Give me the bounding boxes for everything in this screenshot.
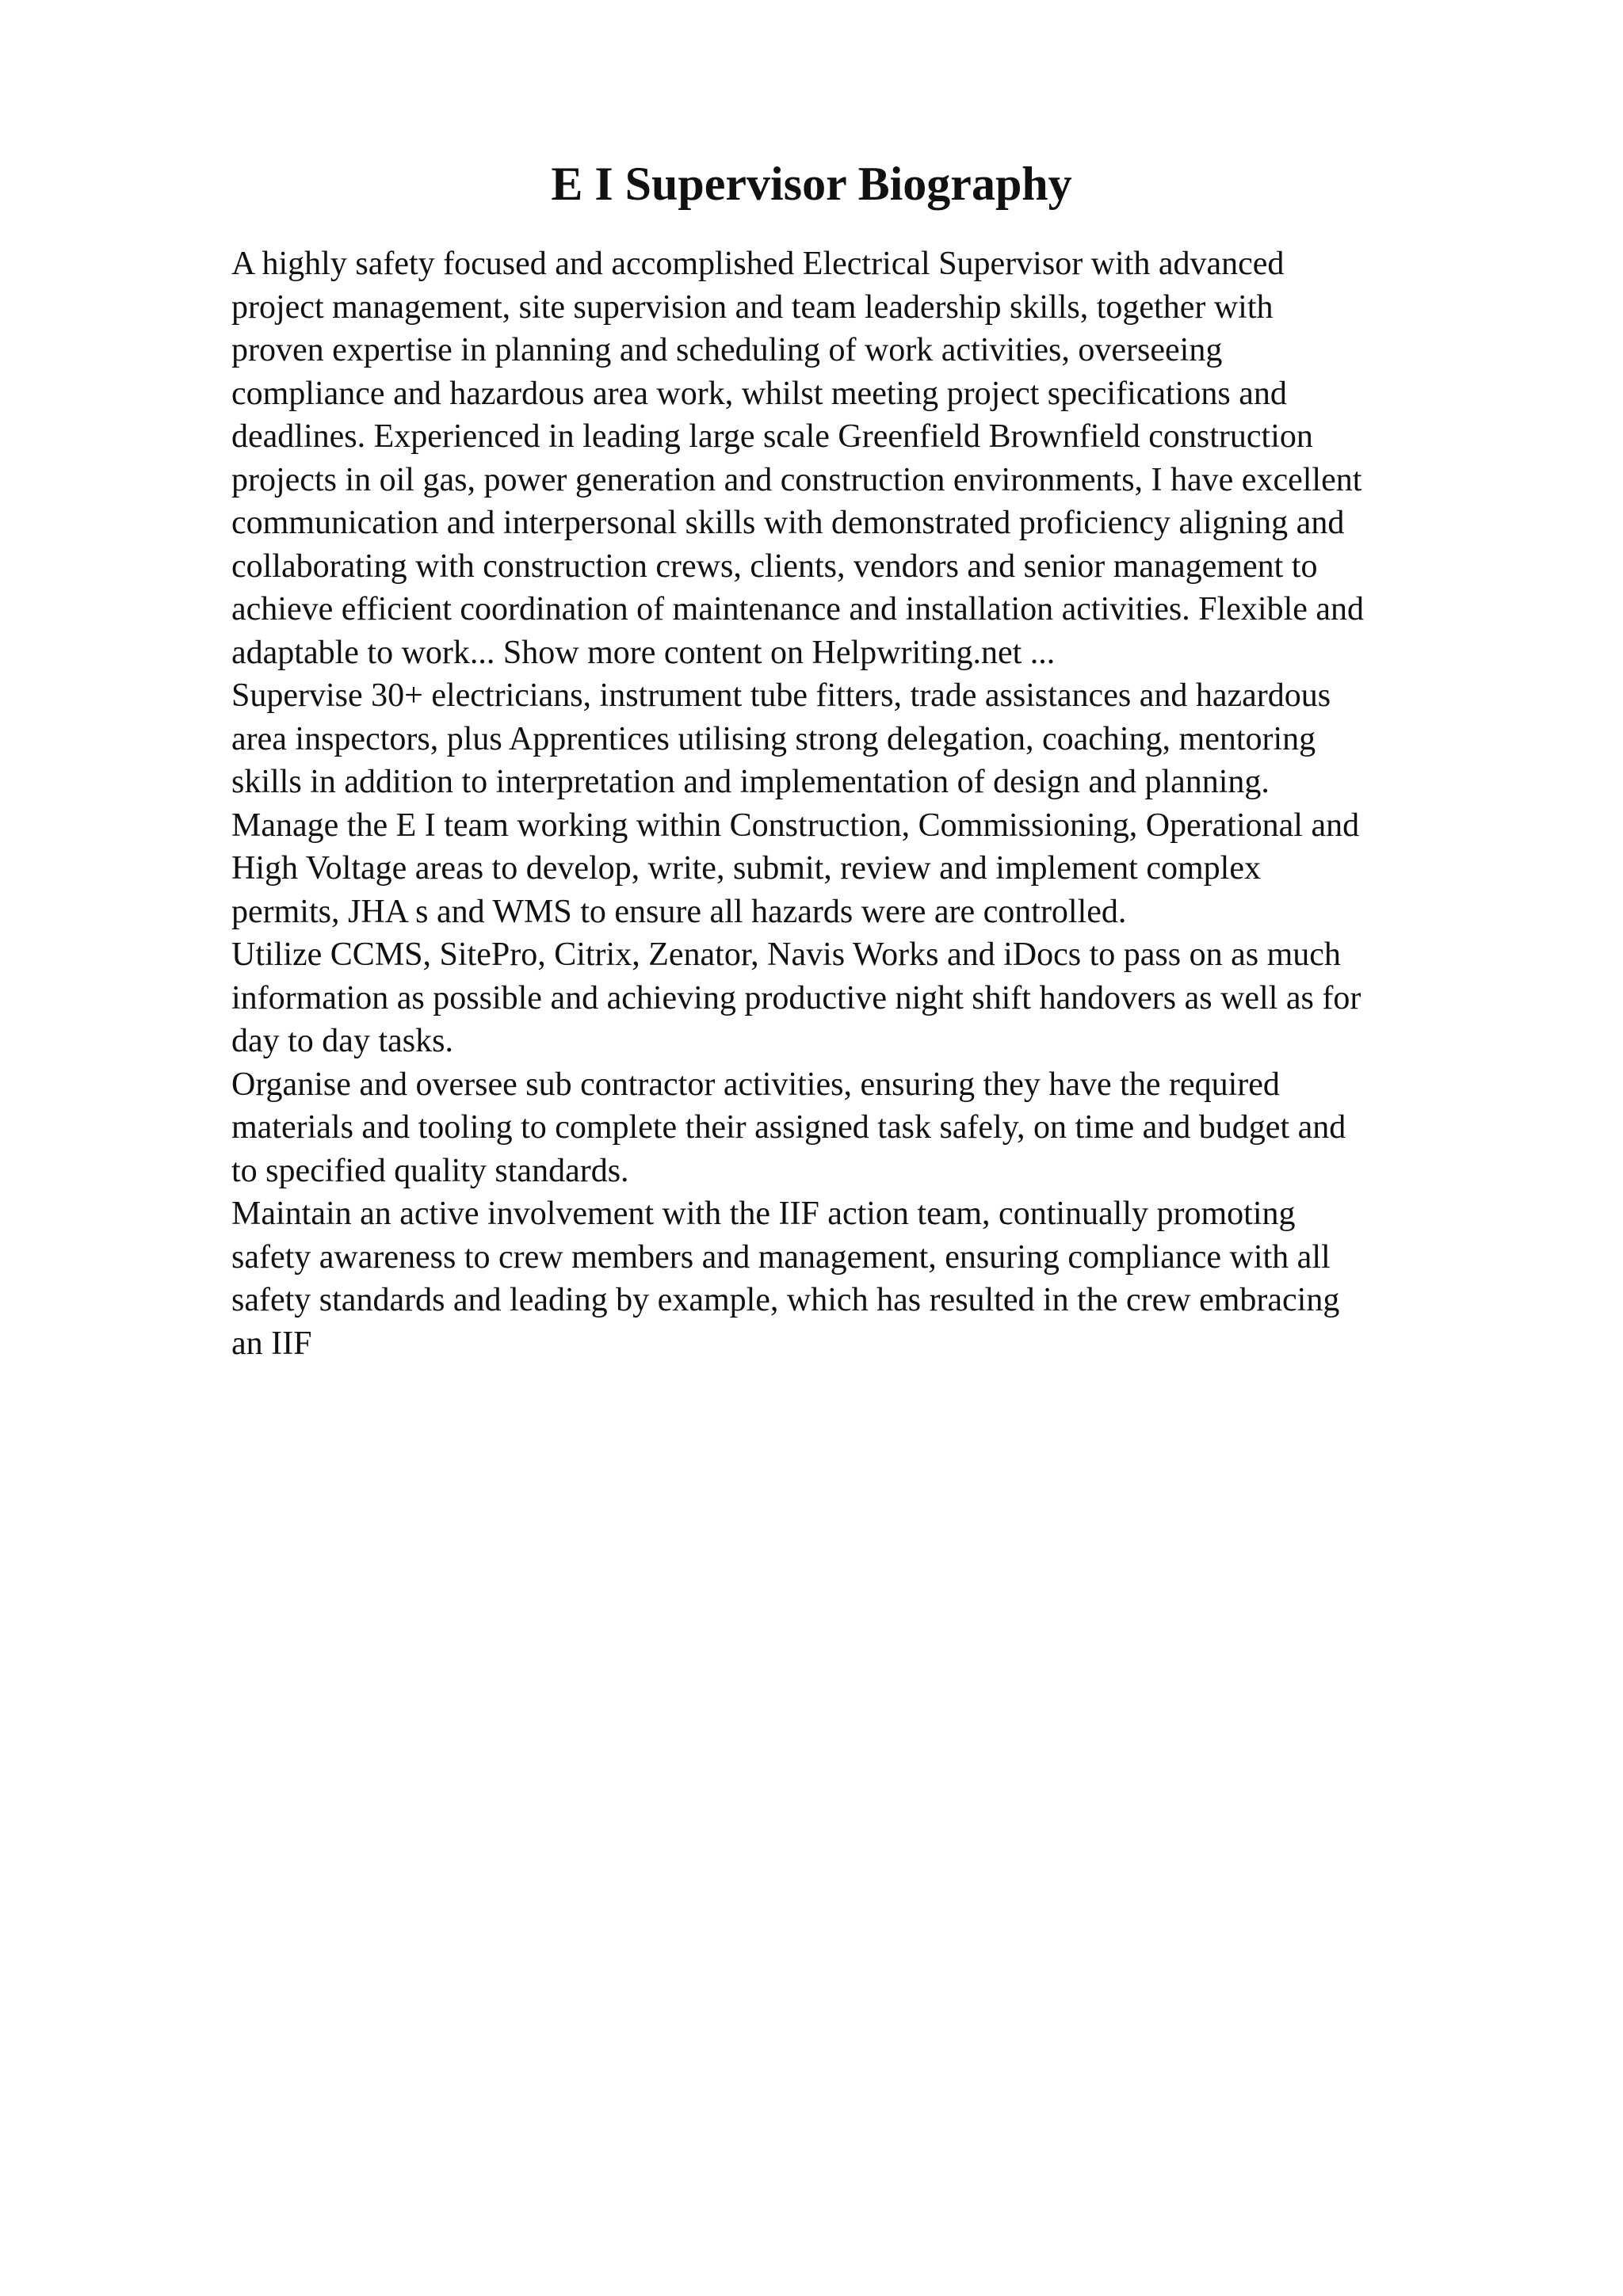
text-line: Utilize CCMS, SitePro, Citrix, Zenator, Navis Works and iDocs to pass on as much [231,936,1341,973]
document-body [231,242,1515,1365]
organise-paragraph [231,1063,1515,1193]
text-line: an IIF [231,1325,312,1362]
text-line: High Voltage areas to develop, write, submit, review and implement complex [231,850,1261,887]
text-line: information as possible and achieving productive night shift handovers as well as for [231,979,1361,1016]
text-line: compliance and hazardous area work, whilst meeting project specifications and [231,375,1287,412]
text-line: adaptable to work... Show more content on Helpwriting.net ... [231,634,1056,671]
text-line: Manage the E I team working within Construction, Commissioning, Operational and [231,807,1360,844]
supervise-paragraph [231,674,1515,804]
text-line: safety standards and leading by example, which has resulted in the crew embracing [231,1282,1340,1318]
text-line: project management, site supervision and team leadership skills, together with [231,288,1274,326]
text-line: materials and tooling to complete their assigned task safely, on time and budget and [231,1109,1346,1146]
text-line: skills in addition to interpretation and implementation of design and planning. [231,764,1270,800]
text-line: proven expertise in planning and scheduling of work activities, overseeing [231,332,1223,368]
text-line: safety awareness to crew members and management, ensuring compliance with all [231,1238,1331,1276]
text-line: day to day tasks. [231,1023,453,1059]
manage-paragraph [231,804,1515,934]
utilize-paragraph [231,933,1515,1063]
text-line: deadlines. Experienced in leading large scale Greenfield Brownfield construction [231,418,1313,455]
maintain-paragraph [231,1192,1515,1365]
text-line: A highly safety focused and accomplished Electrical Supervisor with advanced [231,246,1285,282]
text-line: collaborating with construction crews, clients, vendors and senior management to [231,547,1318,585]
text-line: Supervise 30+ electricians, instrument tube fitters, trade assistances and hazardous [231,677,1331,714]
text-line: communication and interpersonal skills with demonstrated proficiency aligning and [231,505,1345,541]
document-title: E I Supervisor Biography [551,158,1072,210]
text-line: to specified quality standards. [231,1152,629,1189]
text-line: Organise and oversee sub contractor activities, ensuring they have the required [231,1066,1280,1103]
intro-paragraph [231,242,1515,674]
text-line: Maintain an active involvement with the IIF action team, continually promoting [231,1196,1296,1232]
text-line: projects in oil gas, power generation and construction environments, I have excellent [231,461,1362,498]
text-line: permits, JHA s and WMS to ensure all hazards were are controlled. [231,893,1127,930]
text-line: achieve efficient coordination of maintenance and installation activities. Flexible and [231,591,1365,627]
text-line: area inspectors, plus Apprentices utilising strong delegation, coaching, mentoring [231,720,1316,757]
